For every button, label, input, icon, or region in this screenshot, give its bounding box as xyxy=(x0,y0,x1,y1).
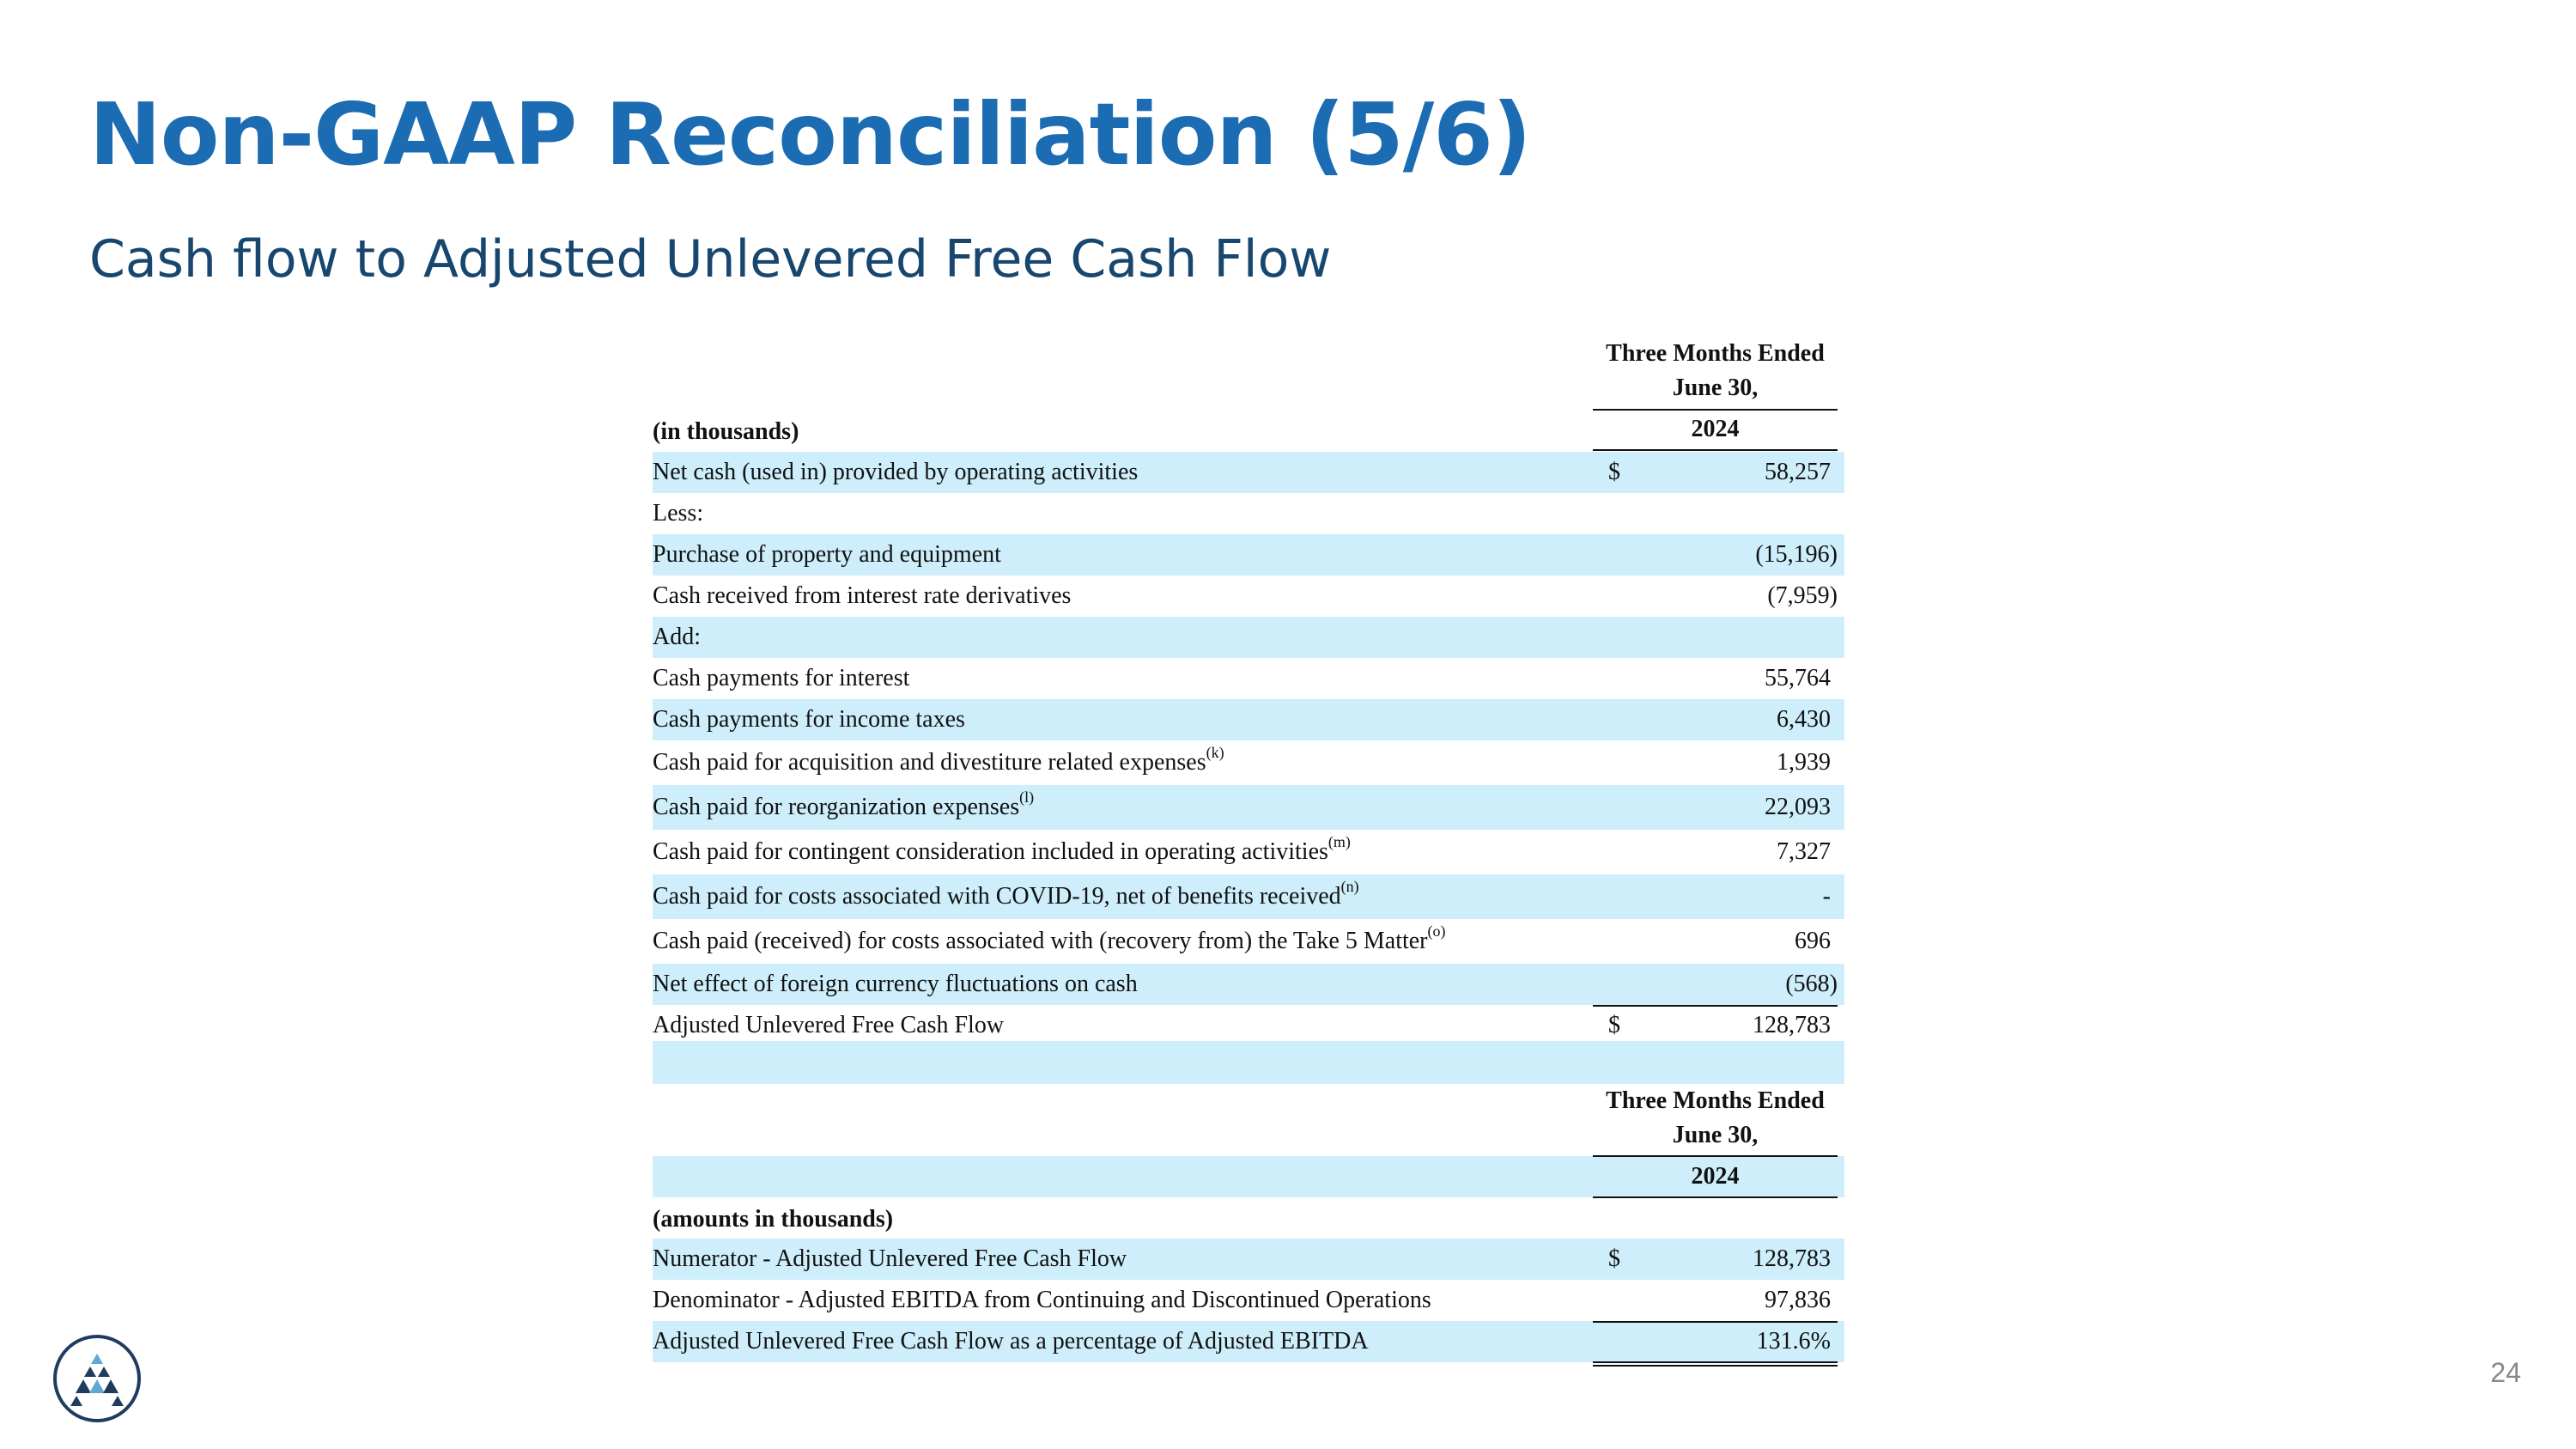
currency-symbol: $ xyxy=(1608,459,1620,485)
row-band xyxy=(653,1041,1844,1084)
row-value: 97,836 xyxy=(1765,1287,1831,1313)
total-top-rule xyxy=(1593,1005,1838,1007)
row-label-text: Cash payments for interest xyxy=(653,665,910,691)
row-label-text: Adjusted Unlevered Free Cash Flow xyxy=(653,1012,1005,1038)
row-value: 22,093 xyxy=(1765,794,1831,820)
row-label xyxy=(653,582,1071,610)
row-value: 1,939 xyxy=(1777,749,1831,776)
row-label-text: Purchase of property and equipment xyxy=(653,541,1001,568)
row-label xyxy=(653,833,1351,866)
row-label xyxy=(653,459,1138,486)
page-title: Non-GAAP Reconciliation (5/6) xyxy=(89,84,1531,185)
footnote-marker: (l) xyxy=(1019,788,1035,806)
row-value: 128,783 xyxy=(1753,1012,1831,1038)
row-label-text: Add: xyxy=(653,624,701,650)
row-label xyxy=(653,922,1446,955)
row-label xyxy=(653,1012,1004,1039)
footnote-marker: (n) xyxy=(1340,878,1359,895)
table2-year-rule xyxy=(1593,1196,1838,1198)
pct-double-rule-1 xyxy=(1593,1361,1838,1363)
row-label-text: Cash paid for reorganization expenses xyxy=(653,794,1020,820)
row-value: 696 xyxy=(1795,928,1831,954)
currency-symbol: $ xyxy=(1608,1012,1620,1038)
row-label xyxy=(653,1245,1127,1273)
footnote-marker: (m) xyxy=(1327,833,1351,850)
row-value: 55,764 xyxy=(1765,665,1831,691)
footnote-marker: (o) xyxy=(1427,922,1446,940)
table-row xyxy=(653,493,1844,534)
page-number: 24 xyxy=(2490,1357,2521,1388)
table-row xyxy=(653,1321,1844,1362)
row-label-text: Adjusted Unlevered Free Cash Flow as a percentage of Adjusted EBITDA xyxy=(653,1328,1369,1355)
table-row xyxy=(653,1005,1844,1046)
table-row xyxy=(653,658,1844,699)
row-label xyxy=(653,1287,1431,1314)
row-band xyxy=(653,617,1844,658)
table-row xyxy=(653,919,1844,964)
row-label-text: Cash paid for contingent consideration included in operating activities xyxy=(653,838,1328,865)
row-value: 131.6% xyxy=(1756,1328,1831,1355)
row-value: (15,196) xyxy=(1755,541,1838,568)
page-subtitle: Cash flow to Adjusted Unlevered Free Cash Flow xyxy=(89,229,1332,289)
table-row xyxy=(653,1280,1844,1321)
row-label xyxy=(653,541,1001,569)
row-label xyxy=(653,706,965,734)
row-value: 58,257 xyxy=(1765,459,1831,485)
table2-header-rule xyxy=(1593,1155,1838,1157)
row-value: (568) xyxy=(1785,971,1838,997)
company-logo-icon xyxy=(52,1333,143,1424)
table2-units-label: (amounts in thousands) xyxy=(653,1206,894,1233)
row-label-text: Cash received from interest rate derivatives xyxy=(653,582,1072,609)
table2-header-period: Three Months Ended xyxy=(1606,1087,1825,1114)
row-value: 7,327 xyxy=(1777,838,1831,865)
table-row xyxy=(653,575,1844,617)
row-label xyxy=(653,1328,1369,1355)
row-value: (7,959) xyxy=(1767,582,1838,609)
table-row xyxy=(653,699,1844,740)
row-label-text: Cash paid (received) for costs associated with (recovery from) the Take 5 Matter xyxy=(653,928,1428,954)
table-row xyxy=(653,785,1844,830)
row-label-text: Denominator - Adjusted EBITDA from Continuing and Discontinued Operations xyxy=(653,1287,1431,1313)
row-value: 6,430 xyxy=(1777,706,1831,733)
table-row xyxy=(653,830,1844,874)
table1-header-period: Three Months Ended xyxy=(1606,340,1825,367)
row-label-text: Numerator - Adjusted Unlevered Free Cash Flow xyxy=(653,1245,1127,1272)
row-value: 128,783 xyxy=(1753,1245,1831,1272)
row-label xyxy=(653,500,703,527)
table2-units-row xyxy=(653,1199,1844,1239)
table2-header-date: June 30, xyxy=(1672,1122,1759,1148)
table-spacer-row xyxy=(653,1041,1844,1084)
table1-header-date: June 30, xyxy=(1672,374,1759,401)
row-label-text: Cash paid for costs associated with COVID-19, net of benefits received xyxy=(653,883,1341,910)
table-row xyxy=(653,534,1844,575)
row-label xyxy=(653,788,1035,821)
row-label xyxy=(653,665,909,692)
row-value: - xyxy=(1822,883,1831,910)
row-label-text: Cash paid for acquisition and divestiture related expenses xyxy=(653,749,1206,776)
table-row xyxy=(653,964,1844,1005)
row-label-text: Net effect of foreign currency fluctuations on cash xyxy=(653,971,1138,997)
currency-symbol: $ xyxy=(1608,1245,1620,1272)
table-row xyxy=(653,452,1844,493)
table2-header-year: 2024 xyxy=(1691,1163,1740,1190)
pct-top-rule xyxy=(1593,1321,1838,1323)
table-row xyxy=(653,740,1844,785)
table1-year-rule xyxy=(1593,449,1838,451)
row-label-text: Net cash (used in) provided by operating activities xyxy=(653,459,1139,485)
table-row xyxy=(653,617,1844,658)
table1-header-year: 2024 xyxy=(1691,416,1740,442)
row-label xyxy=(653,971,1138,998)
table-row xyxy=(653,874,1844,919)
row-label-text: Cash payments for income taxes xyxy=(653,706,965,733)
footnote-marker: (k) xyxy=(1206,744,1224,761)
table1-header-rule xyxy=(1593,409,1838,411)
table-row xyxy=(653,1239,1844,1280)
table1-units-label: (in thousands) xyxy=(653,418,799,445)
row-label xyxy=(653,624,701,651)
row-label xyxy=(653,744,1224,776)
pct-double-rule-2 xyxy=(1593,1365,1838,1367)
row-label-text: Less: xyxy=(653,500,704,527)
row-label xyxy=(653,878,1359,910)
